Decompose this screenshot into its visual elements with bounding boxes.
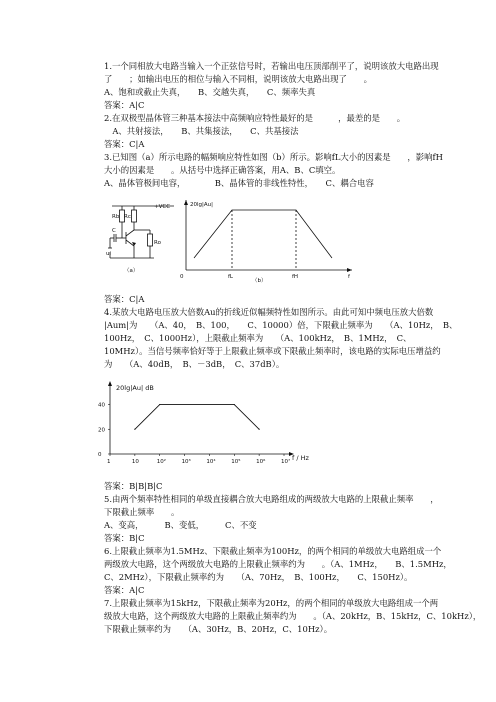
x-tick-label: 10⁷ xyxy=(281,459,291,465)
vi-label: ui xyxy=(106,251,112,257)
q2-line1: 2.在双极型晶体管三种基本接法中高频响应特性最好的是 ，最差的是 。 xyxy=(104,113,406,123)
x-tick-label: 10⁴ xyxy=(206,459,216,465)
fig-b-ylabel: 20lg|Au| xyxy=(190,202,213,208)
fig-b-caption: （b） xyxy=(252,278,267,284)
q5-answer: 答案：B|C xyxy=(104,533,145,543)
rb-label: Rb xyxy=(112,214,120,220)
fig-a-caption: （a） xyxy=(124,268,139,274)
q2-answer: 答案：C|A xyxy=(104,139,145,149)
q4-line2: |Aum|为 （A、40， B、100， C、10000）倍，下限截止频率为 （A、10Hz， B、 xyxy=(104,320,458,330)
x-tick-label: 10⁵ xyxy=(231,459,241,465)
q5-options: A、变高， B、变低， C、不变 xyxy=(104,520,257,530)
response-figure-b xyxy=(180,196,360,282)
ro-label: Ro xyxy=(154,240,161,246)
q7-line2: 级放大电路，这个两级放大电路的上限截止频率约为 。（A、20kHz，B、15kHz，C、10kHz）， xyxy=(104,611,482,621)
circuit-figure-a xyxy=(106,196,186,282)
x-tick-label: 10 xyxy=(131,459,139,465)
q5-line2: 下限截止频率 。 xyxy=(104,507,180,517)
q7-line1: 7.上限截止频率为15kHz，下限截止频率为20Hz，的两个相同的单级放大电路组成一个两 xyxy=(104,598,439,608)
data-point xyxy=(159,404,160,405)
q6-line2: 两级放大电路，这个两级放大电路的上限截止频率约为 。（A、1MHz， B、1.5MHz， xyxy=(104,559,452,569)
q1-line1: 1.一个同相放大电路当输入一个正弦信号时，若输出电压顶部削平了，说明该放大电路出现 xyxy=(104,61,439,71)
q3-line2: 大小的因素是 。从括号中选择正确答案，用A、B、C填空。 xyxy=(104,165,341,175)
q3-answer: 答案：C|A xyxy=(104,294,145,304)
fig-b-f: f xyxy=(348,274,350,280)
bode-chart-svg xyxy=(88,378,318,470)
q3-line1: 3.已知图（a）所示电路的幅频响应特性如图（b）所示。影响fL大小的因素是 ，影响fH xyxy=(104,152,443,162)
data-point xyxy=(134,429,135,430)
y-tick-label: 0 xyxy=(98,452,102,458)
q7-line3: 下限截止频率约为 （A、30Hz，B、20Hz，C、10Hz）。 xyxy=(104,624,333,634)
q2-options: A、共射接法， B、共集接法， C、共基接法 xyxy=(104,126,299,136)
bode-chart xyxy=(88,378,318,470)
vcc-label: +VCC xyxy=(154,204,171,210)
q6-line3: C、2MHz），下限截止频率约为 （A、70Hz， B、100Hz， C、150Hz）。 xyxy=(104,572,413,582)
q4-line5: 为 （A、40dB， B、－3dB， C、37dB）。 xyxy=(104,359,285,369)
y-tick-label: 40 xyxy=(98,402,105,409)
x-tick-label: 10⁶ xyxy=(256,459,266,465)
x-tick-label: 10² xyxy=(156,459,166,465)
q6-line1: 6.上限截止频率为1.5MHz、下限截止频率为100Hz，的两个相同的单级放大电路组成一个 xyxy=(104,546,442,556)
y-axis-arrow xyxy=(108,381,112,386)
q1-options: A、饱和或截止失真， B、交越失真， C、频率失真 xyxy=(104,87,316,97)
data-point xyxy=(234,404,235,405)
response-sketch xyxy=(180,196,360,282)
rc-label: Rc xyxy=(124,214,131,220)
q3-options: A、晶体管极间电容， B、晶体管的非线性特性， C、耦合电容 xyxy=(104,178,374,188)
fig-b-origin: 0 xyxy=(180,274,184,280)
y-tick-label: 20 xyxy=(98,427,105,434)
chart-ylabel: 20lg|Au| dB xyxy=(116,384,154,392)
fig-b-fl: fL xyxy=(228,274,234,280)
x-tick-label: 10³ xyxy=(181,459,191,465)
x-tick-label: 1 xyxy=(107,459,111,465)
q4-line4: 10MHz）。当信号频率恰好等于上限截止频率或下限截止频率时，该电路的实际电压增益约 xyxy=(104,346,441,356)
c-label: C xyxy=(112,228,116,234)
q4-line3: 100Hz， C、1000Hz），上限截止频率为 （A、100kHz， B、1MHz， C、 xyxy=(104,333,412,343)
q4-answer: 答案：B|B|B|C xyxy=(104,481,163,491)
q4-line1: 4.某放大电路电压放大倍数Au的折线近似幅频特性如图所示。由此可知中频电压放大倍数 xyxy=(104,307,434,317)
q5-line1: 5.由两个频率特性相同的单级直接耦合放大电路组成的两级放大电路的上限截止频率 ， xyxy=(104,494,439,504)
q1-answer: 答案：A|C xyxy=(104,100,145,110)
response-line xyxy=(135,405,259,430)
data-point xyxy=(259,429,260,430)
circuit-diagram xyxy=(106,196,186,282)
q1-line2: 了 ；如输出电压的相位与输入不同相，说明该放大电路出现了 。 xyxy=(104,74,372,84)
fig-b-fh: fH xyxy=(292,274,299,280)
chart-xlabel: f / Hz xyxy=(292,454,309,462)
q6-answer: 答案：A|C xyxy=(104,585,145,595)
